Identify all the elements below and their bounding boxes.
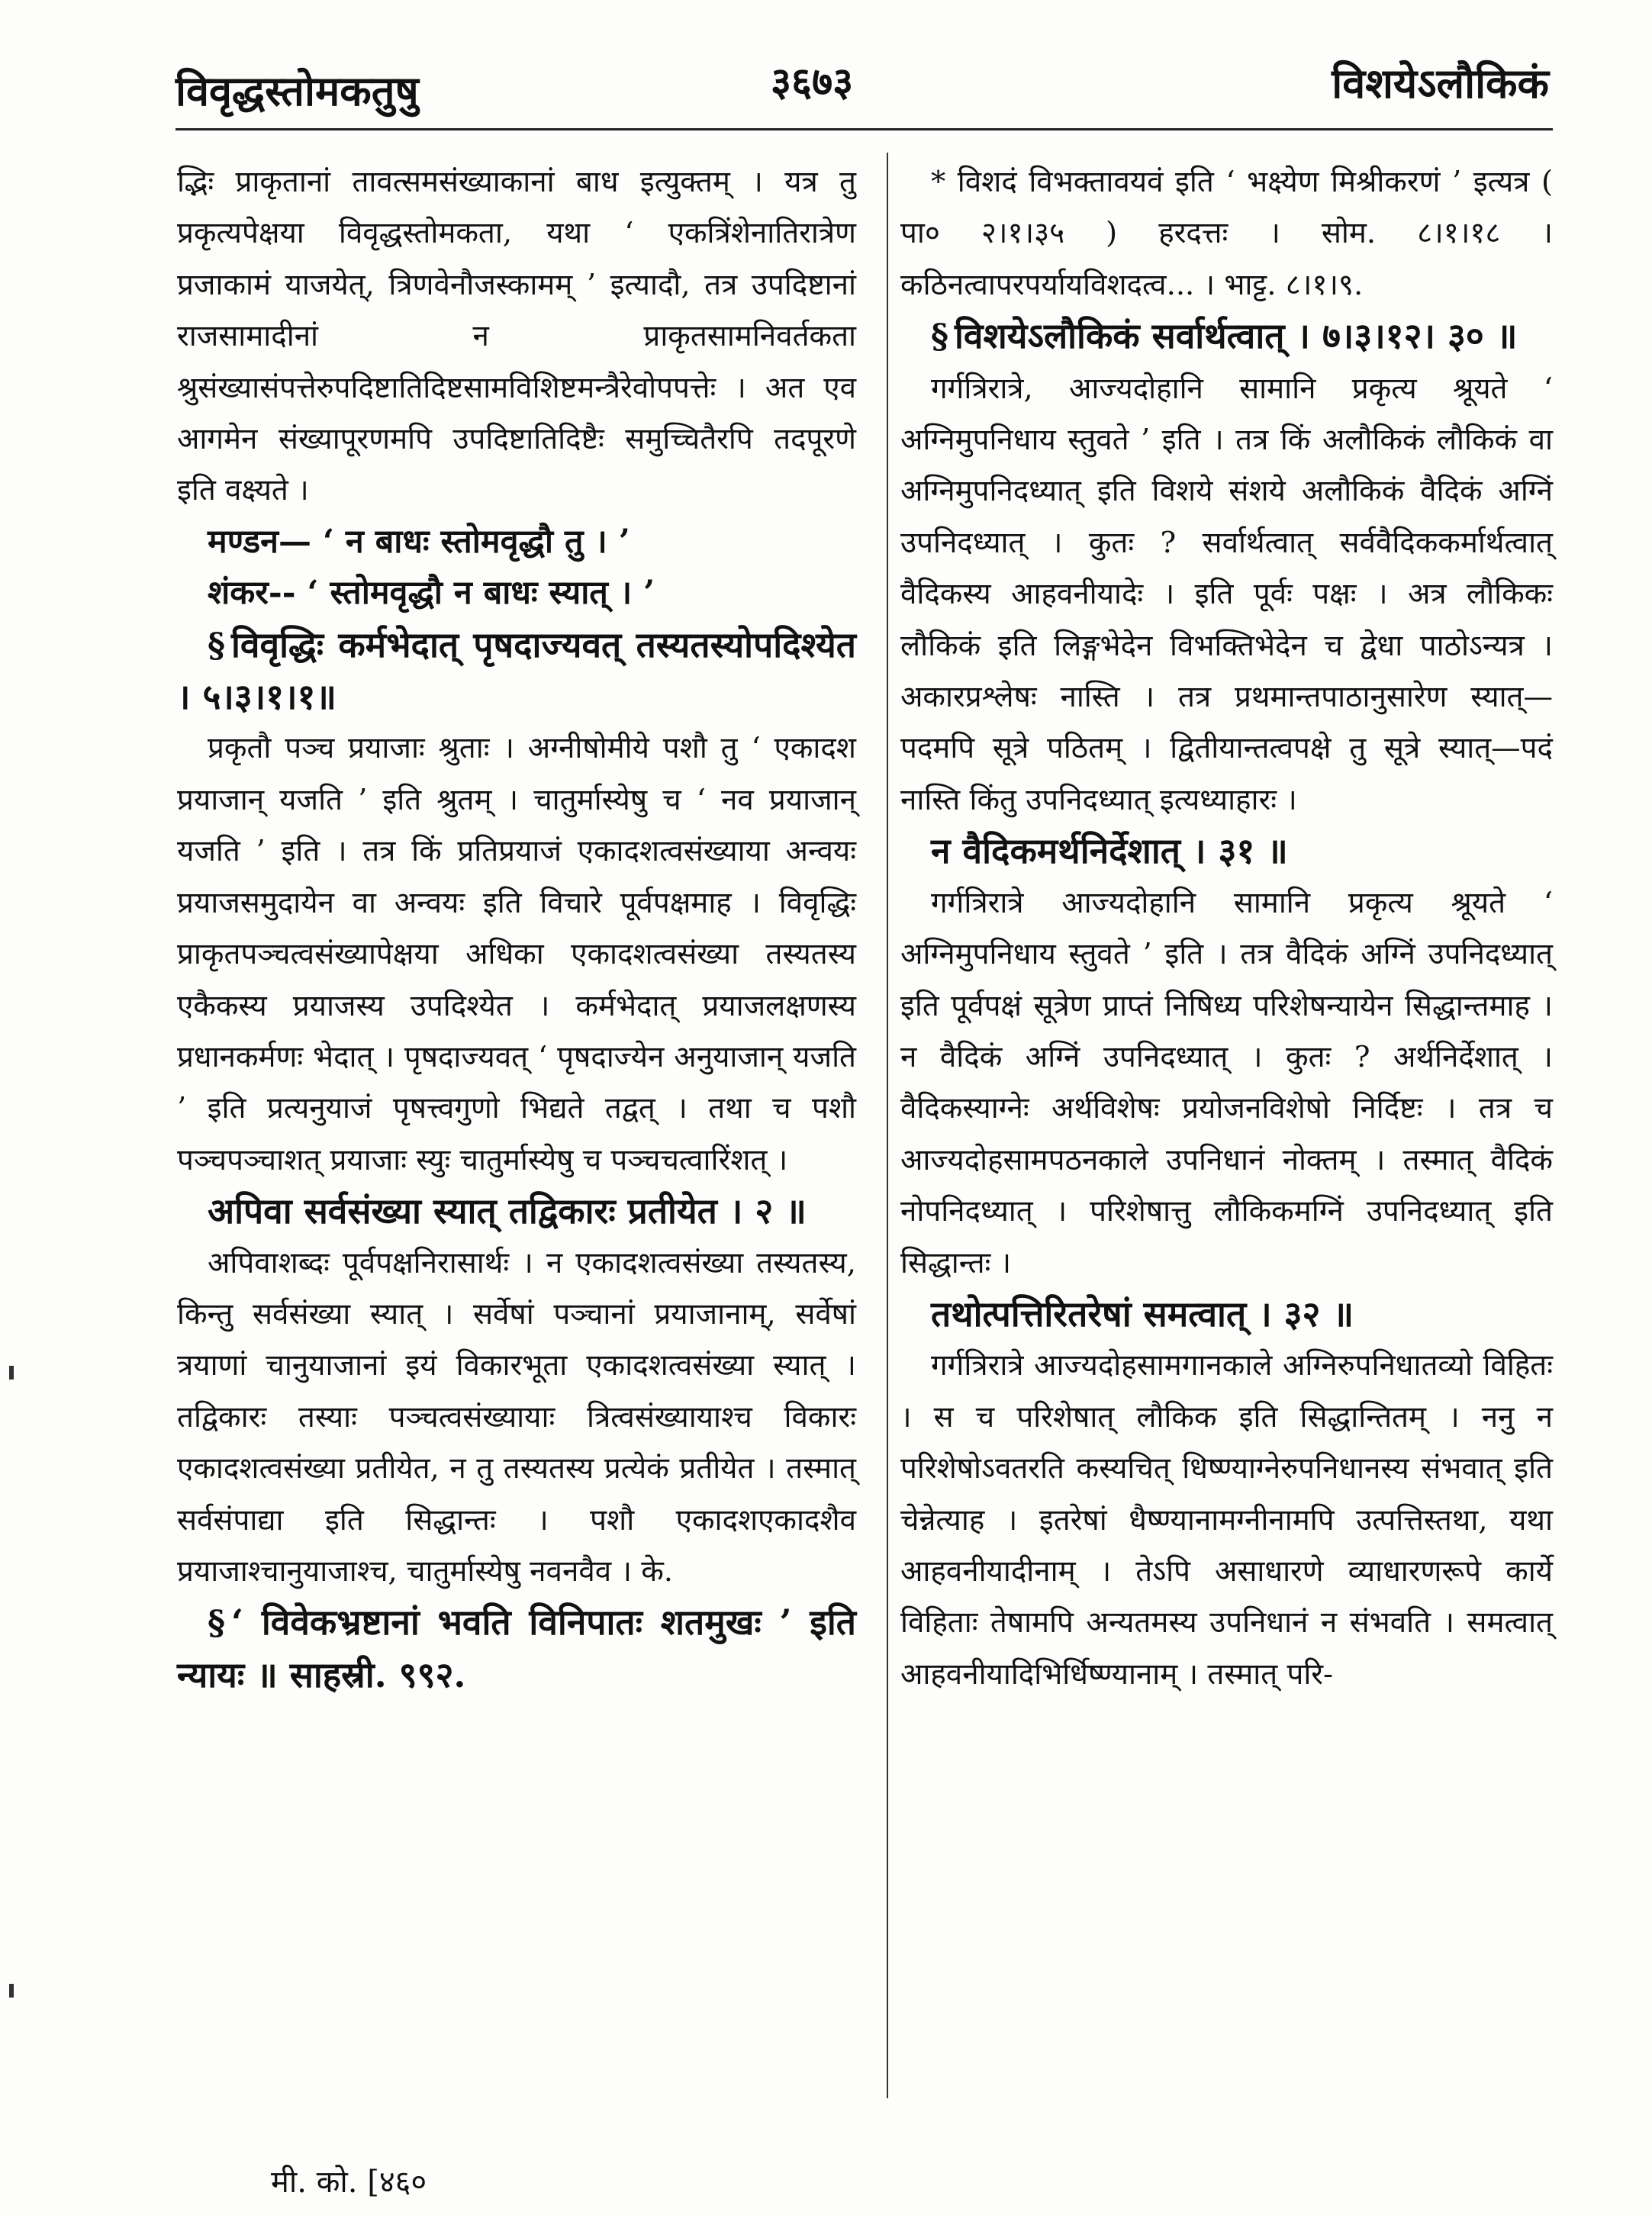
note-shankara: शंकर-- ‘ स्तोमवृद्धौ न बाधः स्यात् । ’ xyxy=(208,574,655,613)
sutra-text: विशयेऽलौकिकं सर्वार्थत्वात् । ७।३।१२। ३० ॥ xyxy=(955,315,1518,357)
paragraph: द्भिः प्राकृतानां तावत्समसंख्याकानां बाध इत्युक्तम् । यत्र तु प्रकृत्यपेक्षया विवृद्धस्तोमकता, यथा ‘ एकत्रिंशेनातिरात्रेण प्रजाकामं याजयेत्, त्रिणवेनौजस्कामम् ’ इत्यादौ, तत्र उपदिष्टानां राजसामादीनां न प्राकृतसामनिवर्तकता श्रुसंख्यासंपत्तेरुपदिष्टातिदिष्टसामविशिष्टमन्त्रैरेवोपपत्तेः । अत एव आगमेन संख्यापूरणमपि उपदिष्टातिदिष्टैः समुच्चितैरपि तदपूरणे इति वक्ष्यते । xyxy=(177,165,856,508)
sutra-text: विवृद्धिः कर्मभेदात् पृषदाज्यवत् तस्यतस्योपदिश्येत । ५।३।१।१॥ xyxy=(177,623,856,718)
left-column xyxy=(177,156,856,1701)
sutra-heading: अपिवा सर्वसंख्या स्यात् तद्विकारः प्रतीयेत । २ ॥ xyxy=(208,1190,807,1232)
maxim-heading xyxy=(177,1597,856,1701)
page-number: ३६७३ xyxy=(771,59,854,105)
running-head-left: विवृद्धस्तोमकतुषु xyxy=(176,66,419,115)
margin-mark xyxy=(9,1366,14,1380)
sutra-marker-icon: § xyxy=(931,317,949,357)
header-rule xyxy=(176,128,1553,130)
margin-mark xyxy=(9,1984,14,1998)
sutra-heading xyxy=(177,620,856,723)
page-footer: मी. को. [४६० xyxy=(271,2165,427,2200)
paragraph: गर्गत्रिरात्रे आज्यदोहानि सामानि प्रकृत्य श्रूयते ‘ अग्निमुपनिधाय स्तुवते ’ इति । तत्र वैदिकं अग्निं उपनिदध्यात् इति पूर्वपक्षं सूत्रेण प्राप्तं निषिध्य परिशेषन्यायेन सिद्धान्तमाह । न वैदिकं अग्निं उपनिदध्यात् । कुतः ? अर्थनिर्देशात् । वैदिकस्याग्नेः अर्थविशेषः प्रयोजनविशेषो निर्दिष्टः । तत्र च आज्यदोहसामपठनकाले उपनिधानं नोक्तम् । तस्मात् वैदिकं नोपनिदध्यात् । परिशेषात्तु लौकिकमग्निं उपनिदध्यात् इति सिद्धान्तः । xyxy=(900,885,1553,1280)
column-divider xyxy=(887,153,888,2098)
note-mandana: मण्डन— ‘ न बाधः स्तोमवृद्धौ तु । ’ xyxy=(208,522,630,561)
paragraph: गर्गत्रिरात्रे आज्यदोहसामगानकाले अग्निरुपनिधातव्यो विहितः । स च परिशेषात् लौकिक इति सिद्धान्तितम् । ननु न परिशेषोऽवतरति कस्यचित् धिष्ण्याग्नेरुपनिधानस्य संभवात् इति चेन्नेत्याह । इतरेषां धैष्ण्यानामग्नीनामपि उत्पत्तिस्तथा, यथा आहवनीयादीनाम् । तेऽपि असाधारणे व्याधारणरूपे कार्ये विहिताः तेषामपि अन्यतमस्य उपनिधानं न संभवति । समत्वात् आहवनीयादिभिर्धिष्ण्यानाम् । तस्मात् परि- xyxy=(900,1348,1553,1692)
sutra-heading: न वैदिकमर्थनिर्देशात् । ३१ ॥ xyxy=(931,830,1288,872)
paragraph: प्रकृतौ पञ्च प्रयाजाः श्रुताः । अग्नीषोमीये पशौ तु ‘ एकादश प्रयाजान् यजति ’ इति श्रुतम् । चातुर्मास्येषु च ‘ नव प्रयाजान् यजति ’ इति । तत्र किं प्रतिप्रयाजं एकादशत्वसंख्याया अन्वयः प्रयाजसमुदायेन वा अन्वयः इति विचारे पूर्वपक्षमाह । विवृद्धिः प्राकृतपञ्चत्वसंख्यापेक्षया अधिका एकादशत्वसंख्या तस्यतस्य एकैकस्य प्रयाजस्य उपदिश्येत । कर्मभेदात् प्रयाजलक्षणस्य प्रधानकर्मणः भेदात् । पृषदाज्यवत् ‘ पृषदाज्येन अनुयाजान् यजति ’ इति प्रत्यनुयाजं पृषत्त्वगुणो भिद्यते तद्वत् । तथा च पशौ पञ्चपञ्चाशत् प्रयाजाः स्युः चातुर्मास्येषु च पञ्चचत्वारिंशत् । xyxy=(177,731,856,1177)
sutra-heading: तथोत्पत्तिरितरेषां समत्वात् । ३२ ॥ xyxy=(931,1293,1354,1334)
sutra-marker-icon: § xyxy=(208,1604,226,1644)
sutra-heading xyxy=(900,311,1553,362)
right-column xyxy=(900,156,1553,1700)
sutra-marker-icon: § xyxy=(208,626,226,665)
footnote: * विशदं विभक्तावयवं इति ‘ भक्ष्येण मिश्रीकरणं ’ इत्यत्र ( पा० २।१।३५ ) हरदत्तः । सोम. ८।१।१८ । कठिनत्वापरपर्यायविशदत्व... । भाट्ट. ८।१।९. xyxy=(900,165,1553,302)
paragraph: गर्गत्रिरात्रे, आज्यदोहानि सामानि प्रकृत्य श्रूयते ‘ अग्निमुपनिधाय स्तुवते ’ इति । तत्र किं अलौकिकं लौकिकं वा अग्निमुपनिदध्यात् इति विशये संशये अलौकिकं वैदिकं अग्निं उपनिदध्यात् । कुतः ? सर्वार्थत्वात् सर्ववैदिककर्मार्थत्वात् वैदिकस्य आहवनीयादेः । इति पूर्वः पक्षः । अत्र लौकिकः लौकिकं इति लिङ्गभेदेन विभक्तिभेदेन च द्वेधा पाठोऽन्यत्र । अकारप्रश्लेषः नास्ति । तत्र प्रथमान्तपाठानुसारेण स्यात्—पदमपि सूत्रे पठितम् । द्वितीयान्तत्वपक्षे तु सूत्रे स्यात्—पदं नास्ति किंतु उपनिदध्यात् इत्यध्याहारः । xyxy=(900,371,1553,817)
maxim-text: ‘ विवेकभ्रष्टानां भवति विनिपातः शतमुखः ’ इति न्यायः ॥ साहस्री. ९९२. xyxy=(177,1602,856,1695)
running-head-right: विशयेऽलौकिकं xyxy=(1332,59,1549,108)
paragraph: अपिवाशब्दः पूर्वपक्षनिरासार्थः । न एकादशत्वसंख्या तस्यतस्य, किन्तु सर्वसंख्या स्यात् । सर्वेषां पञ्चानां प्रयाजानाम्, सर्वेषां त्रयाणां चानुयाजानां इयं विकारभूता एकादशत्वसंख्या स्यात् । तद्विकारः तस्याः पञ्चत्वसंख्यायाः त्रित्वसंख्यायाश्च विकारः एकादशत्वसंख्या प्रतीयेत, न तु तस्यतस्य प्रत्येकं प्रतीयेत । तस्मात् सर्वसंपाद्या इति सिद्धान्तः । पशौ एकादशएकादशैव प्रयाजाश्चानुयाजाश्च, चातुर्मास्येषु नवनवैव । के. xyxy=(177,1245,856,1589)
page-header xyxy=(176,46,1549,130)
